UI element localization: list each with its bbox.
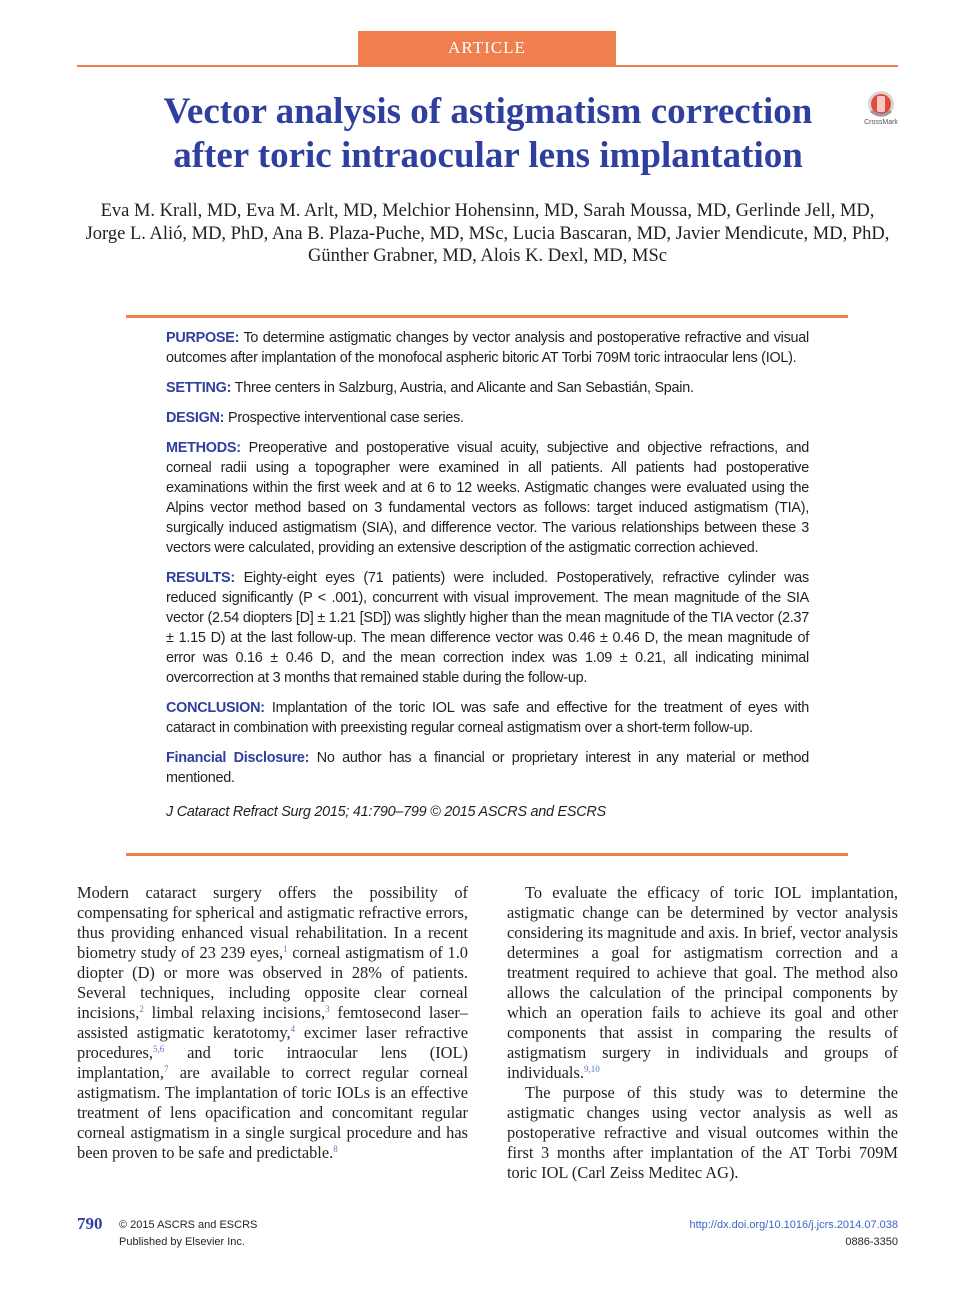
abstract-design — [166, 408, 809, 428]
design-text: Prospective interventional case series. — [227, 410, 464, 426]
abstract-top-rule — [126, 315, 848, 318]
publisher-text: Published by Elsevier Inc. — [119, 1236, 245, 1248]
article-title — [110, 90, 866, 178]
setting-text: Three centers in Salzburg, Austria, and Alicante and San Sebastián, Spain. — [234, 380, 694, 396]
body-column-left — [77, 883, 468, 1163]
authors-line-2: Jorge L. Alió, MD, PhD, Ana B. Plaza-Puche, MD, MSc, Lucia Bascaran, MD, Javier Mendicute, MD, PhD, — [85, 223, 890, 244]
body-text: corneal astigmatism of 1.0 diopter (D) or more was observed in 28% of patients. Several techniques, including opposite clear corneal incisions, — [77, 943, 468, 1022]
footer-copyright — [119, 1217, 257, 1251]
footer-identifiers — [689, 1217, 898, 1251]
body-text: Modern cataract surgery offers the possibility of compensating for spherical and astigmatic refractive errors, thus providing enhanced visual rehabilitation. In a recent biometry study of 23 239 eyes, — [77, 883, 468, 962]
reference-link[interactable]: 7 — [163, 1064, 169, 1074]
abstract-conclusion — [166, 698, 809, 738]
results-text: Eighty-eight eyes (71 patients) were included. Postoperatively, refractive cylinder was reduced significantly (P < .001), concurrent with visual improvement. The mean magnitude of the SIA vector (2.54 diopters [D] ± 1.21 [SD]) was slightly higher than the mean magnitude of the TIA vector (2.37 ± 1.15 D) at the last follow-up. The mean difference vector was 0.46 ± 0.46 D, the mean magnitude of error was 0.16 ± 0.46 D, and the mean correction index was 1.09 ± 0.21, all indicating minimal overcorrection at 3 months that remained stable during the follow-up. — [166, 570, 810, 686]
reference-link[interactable]: 8 — [333, 1144, 338, 1154]
body-text: excimer laser refractive procedures, — [77, 1023, 468, 1062]
page-number: 790 — [77, 1214, 103, 1233]
purpose-label: PURPOSE: — [166, 330, 240, 346]
body-text: and toric intraocular lens (IOL) implantation, — [77, 1043, 468, 1082]
methods-text: Preoperative and postoperative visual acuity, subjective and objective refractions, and corneal radii using a topographer were examined in all patients. All patients had postoperative examinations within the first week and at 6 to 12 weeks. Astigmatic changes were evaluated using the Alpins vector method based on 3 fundamental vectors as follows: target induced astigmatism (TIA), surgically induced astigmatism (SIA), and difference vector. The various relationships between these 3 vectors were calculated, providing an extensive description of the astigmatic correction achieved. — [166, 440, 809, 556]
body-paragraph — [507, 883, 898, 1083]
article-type-tab: ARTICLE — [358, 31, 616, 65]
abstract-bottom-rule — [126, 853, 848, 856]
authors-line-3: Günther Grabner, MD, Alois K. Dexl, MD, MSc — [308, 246, 667, 266]
body-text: To evaluate the efficacy of toric IOL implantation, astigmatic change can be determined by vector analysis considering its magnitude and axis. In brief, vector analysis determines a goal for astigmatism correction and a treatment required to achieve that goal. The method also allows the calculation of the principal components by which an operation fails to achieve its goal and other components that assist in comparing the results of astigmatism surgery in individuals and groups of individuals. — [507, 883, 898, 1082]
results-label: RESULTS: — [166, 570, 235, 586]
title-line-2: after toric intraocular lens implantation — [173, 135, 803, 176]
copyright-text: © 2015 ASCRS and ESCRS — [119, 1219, 258, 1231]
doi-link[interactable]: http://dx.doi.org/10.1016/j.jcrs.2014.07.038 — [689, 1219, 898, 1231]
body-text: limbal relaxing incisions, — [143, 1003, 326, 1022]
reference-link[interactable]: 5,6 — [153, 1044, 165, 1054]
conclusion-text: Implantation of the toric IOL was safe and effective for the treatment of eyes with cataract in combination with preexisting regular corneal astigmatism over a short-term follow-up. — [166, 700, 810, 736]
body-paragraph — [77, 883, 468, 1163]
crossmark-label: CrossMark — [864, 119, 898, 126]
abstract-disclosure — [166, 748, 809, 788]
reference-link[interactable]: 2 — [139, 1004, 144, 1014]
design-label: DESIGN: — [166, 410, 225, 426]
reference-link[interactable]: 3 — [325, 1004, 330, 1014]
body-paragraph: The purpose of this study was to determine the astigmatic changes using vector analysis as well as postoperative refractive and visual outcomes within the first 3 months after implantation of the AT Torbi 709M toric IOL (Carl Zeiss Meditec AG). — [507, 1083, 898, 1182]
issn-text: 0886-3350 — [845, 1236, 898, 1248]
authors-line-1: Eva M. Krall, MD, Eva M. Arlt, MD, Melchior Hohensinn, MD, Sarah Moussa, MD, Gerlinde Jell, MD, — [100, 201, 875, 221]
reference-link[interactable]: 9,10 — [583, 1064, 600, 1074]
abstract — [166, 328, 809, 832]
abstract-methods — [166, 438, 809, 558]
abstract-purpose — [166, 328, 809, 368]
abstract-setting — [166, 378, 809, 398]
body-text: femtosecond laser–assisted astigmatic keratotomy, — [77, 1003, 468, 1042]
header-rule — [77, 65, 898, 67]
setting-label: SETTING: — [166, 380, 232, 396]
body-column-right — [507, 883, 898, 1183]
disclosure-text: No author has a financial or proprietary interest in any material or method mentioned. — [166, 750, 810, 786]
conclusion-label: CONCLUSION: — [166, 700, 265, 716]
reference-link[interactable]: 4 — [290, 1024, 296, 1034]
purpose-text: To determine astigmatic changes by vector analysis and postoperative refractive and visual outcomes after implantation of the monofocal aspheric bitoric AT Torbi 709M toric intraocular lens (IOL). — [166, 330, 809, 366]
journal-citation: J Cataract Refract Surg 2015; 41:790–799 © 2015 ASCRS and ESCRS — [166, 804, 606, 820]
disclosure-label: Financial Disclosure: — [166, 750, 310, 766]
abstract-results — [166, 568, 809, 688]
author-list — [77, 200, 898, 268]
methods-label: METHODS: — [166, 440, 241, 456]
body-text: are available to correct regular corneal astigmatism. The implantation of toric IOLs is an effective treatment of lens opacification and concomitant regular corneal astigmatism in a single surgical procedure and has been proven to be safe and predictable. — [77, 1063, 468, 1162]
title-line-1: Vector analysis of astigmatism correction — [163, 91, 813, 132]
reference-link[interactable]: 1 — [283, 944, 288, 954]
